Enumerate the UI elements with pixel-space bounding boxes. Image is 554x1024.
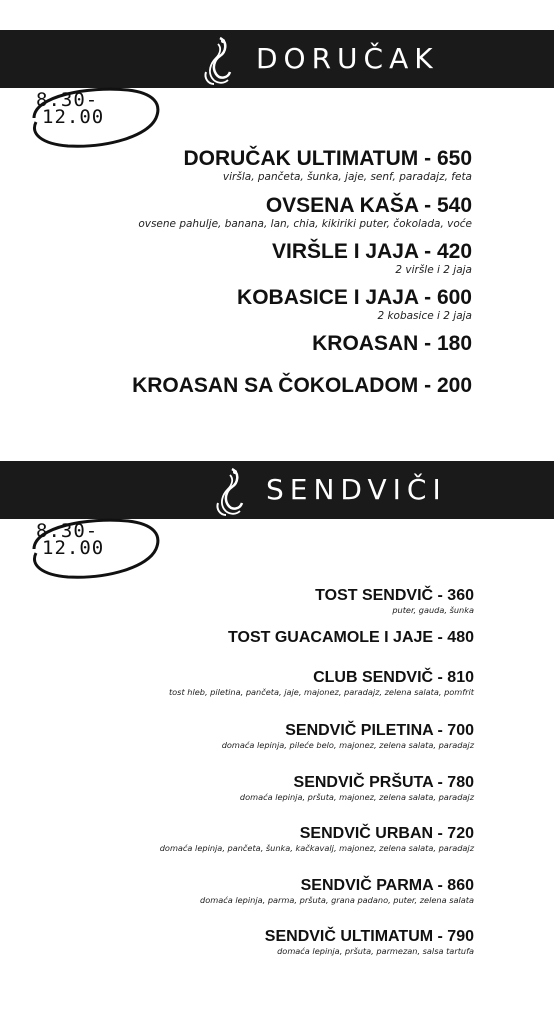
hours-end: 12.00 <box>42 106 105 128</box>
menu-item <box>138 194 472 231</box>
item-name: SENDVIČ ULTIMATUM - 790 <box>264 928 474 945</box>
menu-item <box>183 147 472 184</box>
item-name: VIRŠLE I JAJA - 420 <box>272 240 472 263</box>
menu-item <box>228 628 474 647</box>
item-description: puter, gauda, šunka <box>392 605 474 615</box>
menu-item <box>222 721 474 751</box>
menu-item <box>132 374 472 398</box>
hours-start: 8.30- <box>36 520 99 542</box>
section-title: SENDVIČI <box>266 473 447 506</box>
menu-item <box>200 876 474 906</box>
item-name: SENDVIČ PILETINA - 700 <box>285 722 474 739</box>
item-description: domaća lepinja, parma, pršuta, grana padano, puter, zelena salata <box>200 895 474 905</box>
item-name: SENDVIČ PARMA - 860 <box>300 877 474 894</box>
item-name: SENDVIČ URBAN - 720 <box>299 825 474 842</box>
section-header-dorucak <box>0 30 554 88</box>
item-name: KOBASICE I JAJA - 600 <box>237 286 472 309</box>
section-header-sendvici <box>0 461 554 519</box>
menu-item <box>315 586 474 616</box>
item-name: TOST GUACAMOLE I JAJE - 480 <box>228 629 474 646</box>
item-name: KROASAN SA ČOKOLADOM - 200 <box>132 374 472 397</box>
menu-item <box>160 824 474 854</box>
item-description: domaća lepinja, pršuta, majonez, zelena salata, paradajz <box>239 792 474 802</box>
item-description: domaća lepinja, pileće belo, majonez, zelena salata, paradajz <box>221 740 474 750</box>
item-name: SENDVIČ PRŠUTA - 780 <box>293 774 474 791</box>
hours-badge <box>28 82 164 154</box>
item-description: ovsene pahulje, banana, lan, chia, kikiriki puter, čokolada, voće <box>138 218 472 230</box>
item-description: tost hleb, piletina, pančeta, jaje, majonez, paradajz, zelena salata, pomfrit <box>168 687 474 697</box>
swirl-logo-icon <box>198 34 238 86</box>
menu-item <box>312 332 472 356</box>
item-name: TOST SENDVIČ - 360 <box>315 587 474 604</box>
item-name: KROASAN - 180 <box>312 332 472 355</box>
section-title: DORUČAK <box>256 42 439 75</box>
menu-item <box>272 240 472 277</box>
hours-end: 12.00 <box>42 537 105 559</box>
item-name: CLUB SENDVIČ - 810 <box>313 669 474 686</box>
item-description: viršla, pančeta, šunka, jaje, senf, paradajz, feta <box>222 171 472 183</box>
menu-item <box>237 286 472 323</box>
item-name: OVSENA KAŠA - 540 <box>265 194 472 217</box>
swirl-logo-icon <box>210 465 250 517</box>
menu-item <box>265 927 474 957</box>
item-name: DORUČAK ULTIMATUM - 650 <box>183 147 472 170</box>
item-description: 2 kobasice i 2 jaja <box>377 310 472 322</box>
hours-badge <box>28 513 164 585</box>
hours-start: 8.30- <box>36 89 99 111</box>
menu-item <box>169 668 474 698</box>
item-description: domaća lepinja, pršuta, parmezan, salsa tartufa <box>277 946 474 956</box>
item-description: 2 viršle i 2 jaja <box>395 264 472 276</box>
item-description: domaća lepinja, pančeta, šunka, kačkavalj, majonez, zelena salata, paradajz <box>159 843 474 853</box>
menu-item <box>240 773 474 803</box>
